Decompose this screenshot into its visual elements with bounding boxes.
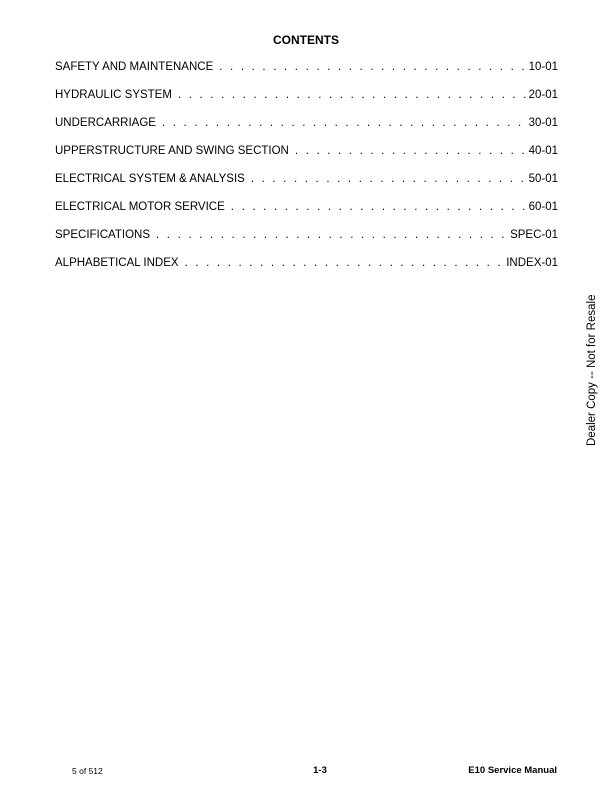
toc-entry-hydraulic-system[interactable]	[55, 89, 558, 117]
toc-entry-label: ELECTRICAL MOTOR SERVICE	[55, 201, 225, 213]
toc-dot-leader	[251, 173, 527, 185]
toc-entry-label: UPPERSTRUCTURE AND SWING SECTION	[55, 145, 289, 157]
dealer-copy-watermark: Dealer Copy -- Not for Resale	[586, 294, 598, 446]
toc-entry-undercarriage[interactable]	[55, 117, 558, 145]
toc-entry-alphabetical-index[interactable]	[55, 257, 558, 285]
footer-manual-title: E10 Service Manual	[468, 765, 557, 776]
toc-entry-page: 40-01	[528, 145, 558, 157]
toc-entry-page: 60-01	[528, 201, 558, 213]
table-of-contents	[55, 61, 558, 285]
toc-dot-leader	[231, 201, 527, 213]
footer-page-number: 1-3	[313, 765, 327, 776]
toc-entry-upperstructure-and-swing-section[interactable]	[55, 145, 558, 173]
toc-dot-leader	[178, 89, 527, 101]
toc-entry-label: ALPHABETICAL INDEX	[55, 257, 179, 269]
toc-dot-leader	[185, 257, 505, 269]
toc-entry-page: SPEC-01	[510, 229, 558, 241]
toc-dot-leader	[295, 145, 527, 157]
toc-dot-leader	[162, 117, 527, 129]
toc-entry-label: SPECIFICATIONS	[55, 229, 150, 241]
toc-entry-page: 50-01	[528, 173, 558, 185]
toc-entry-electrical-motor-service[interactable]	[55, 201, 558, 229]
toc-entry-specifications[interactable]	[55, 229, 558, 257]
toc-dot-leader	[219, 61, 526, 73]
page-title: CONTENTS	[273, 33, 339, 47]
footer-page-count: 5 of 512	[72, 766, 103, 776]
toc-entry-page: 10-01	[528, 61, 558, 73]
toc-entry-page: INDEX-01	[506, 257, 558, 269]
toc-entry-safety-and-maintenance[interactable]	[55, 61, 558, 89]
toc-entry-label: SAFETY AND MAINTENANCE	[55, 61, 214, 73]
toc-entry-electrical-system-and-analysis[interactable]	[55, 173, 558, 201]
toc-entry-label: UNDERCARRIAGE	[55, 117, 156, 129]
toc-entry-label: ELECTRICAL SYSTEM & ANALYSIS	[55, 173, 245, 185]
toc-dot-leader	[156, 229, 508, 241]
toc-entry-page: 30-01	[528, 117, 558, 129]
toc-entry-label: HYDRAULIC SYSTEM	[55, 89, 172, 101]
toc-entry-page: 20-01	[528, 89, 558, 101]
